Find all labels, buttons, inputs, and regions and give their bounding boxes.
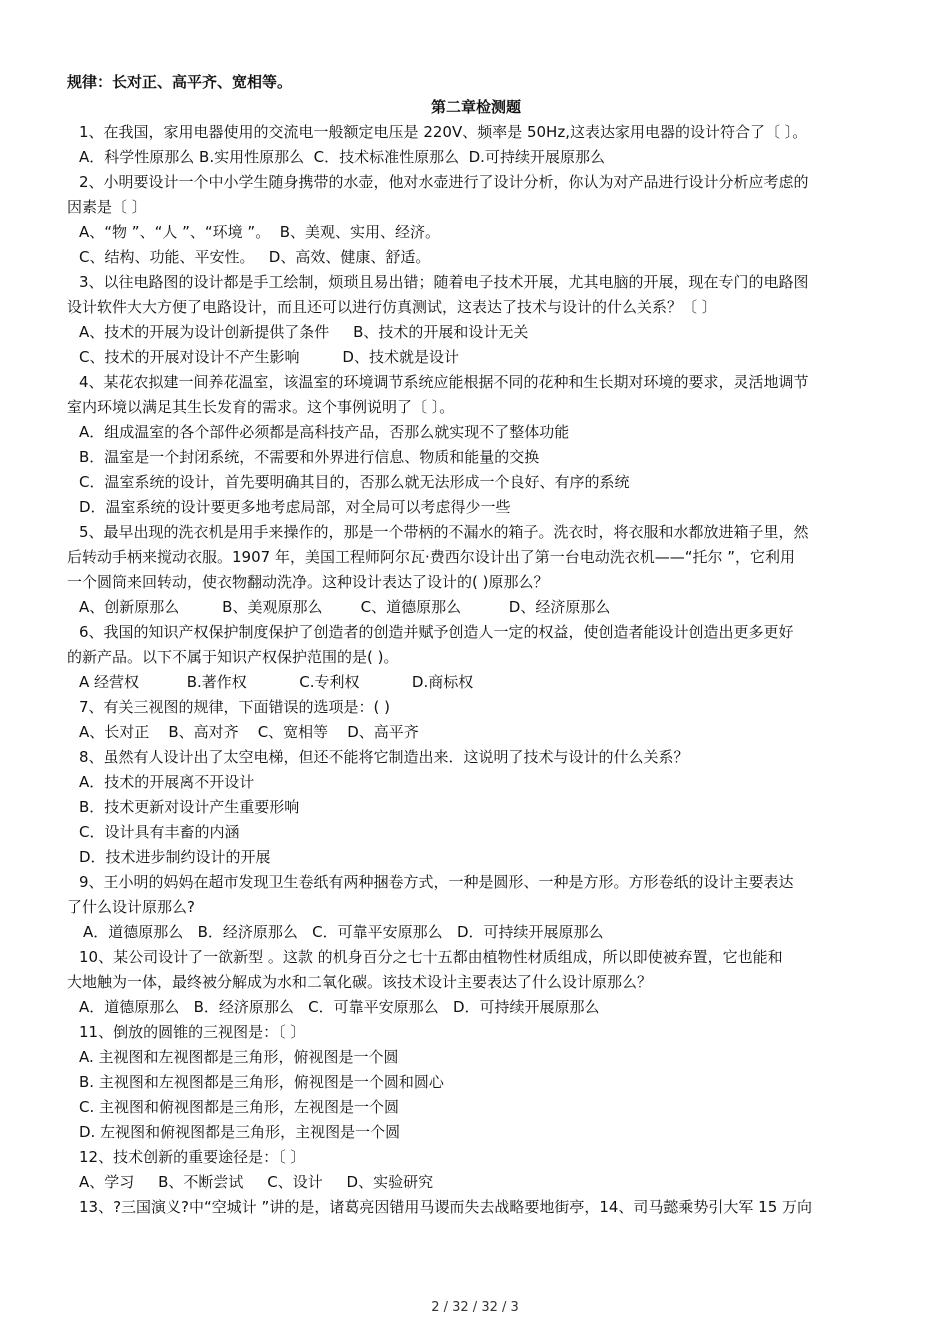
text-line: A．道德原那么 B．经济原那么 C．可靠平安原那么 D．可持续开展原那么 [83, 923, 604, 941]
text-line: A．道德原那么 B．经济原那么 C．可靠平安原那么 D．可持续开展原那么 [79, 998, 600, 1016]
text-line: D. 左视图和俯视图都是三角形，主视图是一个圆 [79, 1123, 401, 1141]
text-line: B．技术更新对设计产生重要形响 [79, 798, 300, 816]
text-line: C．温室系统的设计，首先要明确其目的，否那么就无法形成一个良好、有序的系统 [79, 473, 630, 491]
text-line: B. 主视图和左视图都是三角形，俯视图是一个圆和圆心 [79, 1073, 444, 1091]
page-title: 第二章检测题 [430, 98, 521, 116]
text-line: A、技术的开展为设计创新提供了条件 B、技术的开展和设计无关 [79, 323, 529, 341]
text-line: 3、以往电路图的设计都是手工绘制，烦琐且易出错；随着电子技术开展，尤其电脑的开展，现在专门的电路图 [79, 273, 809, 291]
text-line: C、结构、功能、平安性。 D、高效、健康、舒适。 [79, 248, 431, 266]
text-line: 9、王小明的妈妈在超市发现卫生卷纸有两种捆卷方式，一种是圆形、一种是方形。方形卷纸的设计主要表达 [79, 873, 794, 891]
text-line: D．温室系统的设计要更多地考虑局部，对全局可以考虑得少一些 [79, 498, 511, 516]
text-line: 10、某公司设计了一欲新型 。这款 的机身百分之七十五都由植物性材质组成，所以即使被弃置，它也能和 [79, 948, 783, 966]
text-line: 2、小明要设计一个中小学生随身携带的水壶，他对水壶进行了设计分析，你认为对产品进行设计分析应考虑的 [79, 173, 809, 191]
text-line: 4、某花农拟建一间养花温室，该温室的环境调节系统应能根据不同的花种和生长期对环境的要求，灵活地调节 [79, 373, 809, 391]
text-line: A．技术的开展离不开设计 [79, 773, 255, 791]
text-line: A、“物 ”、“人 ”、“环境 ”。 B、美观、实用、经济。 [79, 223, 441, 241]
text-line: A 经营权 B.著作权 C.专利权 D.商标权 [79, 673, 474, 691]
text-line: D．技术进步制约设计的开展 [79, 848, 271, 866]
text-line: 室内环境以满足其生长发育的需求。这个事例说明了〔 〕。 [67, 398, 455, 416]
text-line: 8、虽然有人设计出了太空电梯，但还不能将它制造出来．这说明了技术与设计的什么关系？ [79, 748, 689, 766]
text-line: A、学习 B、不断尝试 C、设计 D、实验研究 [79, 1173, 434, 1191]
text-line: 12、技术创新的重要途径是：〔 〕 [79, 1148, 306, 1166]
text-line: B．温室是一个封闭系统，不需要和外界进行信息、物质和能量的交换 [79, 448, 540, 466]
text-line: C．设计具有丰畜的内涵 [79, 823, 240, 841]
text-line: 设计软件大大方便了电路设计，而且还可以进行仿真测试，这表达了技术与设计的什么关系？〔 〕 [67, 298, 717, 316]
text-line: A、创新原那么 B、美观原那么 C、道德原那么 D、经济原那么 [79, 598, 611, 616]
text-line: C、技术的开展对设计不产生影响 D、技术就是设计 [79, 348, 459, 366]
text-line: A. 主视图和左视图都是三角形，俯视图是一个圆 [79, 1048, 399, 1066]
text-line: 13、?三国演义?中“空城计 ”讲的是，诸葛亮因错用马谡而失去战略要地街亭，14、司马懿乘势引大军 15 万向 [79, 1198, 813, 1216]
text-line: 1、在我国，家用电器使用的交流电一般额定电压是 220V、频率是 50Hz,这表达家用电器的设计符合了〔 〕。 [79, 123, 808, 141]
text-line: 的新产品。以下不属于知识产权保护范围的是( )。 [67, 648, 399, 666]
text-line: 因素是〔 〕 [67, 198, 147, 216]
text-line: 大地触为一体，最终被分解成为水和二氧化碳。该技术设计主要表达了什么设计原那么？ [67, 973, 653, 991]
text-line: A、长对正 B、高对齐 C、宽相等 D、高平齐 [79, 723, 419, 741]
text-line: 了什么设计原那么? [67, 898, 195, 916]
text-line: 6、我国的知识产权保护制度保护了创造者的创造并赋予创造人一定的权益，使创造者能设计创造出更多更好 [79, 623, 794, 641]
text-line: C. 主视图和俯视图都是三角形，左视图是一个圆 [79, 1098, 400, 1116]
header-rule: 规律：长对正、高平齐、宽相等。 [67, 73, 293, 91]
text-line: 5、最早出现的洗衣机是用手来操作的，那是一个带柄的不漏水的箱子。洗衣时，将衣服和水都放进箱子里，然 [79, 523, 809, 541]
text-line: 7、有关三视图的规律，下面错误的选项是：( ) [79, 698, 391, 716]
text-line: A．组成温室的各个部件必须都是高科技产品，否那么就实现不了整体功能 [79, 423, 570, 441]
text-line: A．科学性原那么 B.实用性原那么 C．技术标准性原那么 D.可持续开展原那么 [79, 148, 605, 166]
document-content [67, 70, 885, 1220]
text-line: 后转动手柄来搅动衣服。1907 年，美国工程师阿尔瓦·费西尔设计出了第一台电动洗衣机——“托尔 ”，它利用 [67, 548, 796, 566]
text-line: 一个圆筒来回转动，使衣物翻动洗净。这种设计表达了设计的( )原那么？ [67, 573, 549, 591]
text-line: 11、倒放的圆锥的三视图是：〔 〕 [79, 1023, 306, 1041]
page-number: 2 / 32 / 32 / 3 [431, 1300, 519, 1315]
question-lines [67, 120, 885, 1220]
